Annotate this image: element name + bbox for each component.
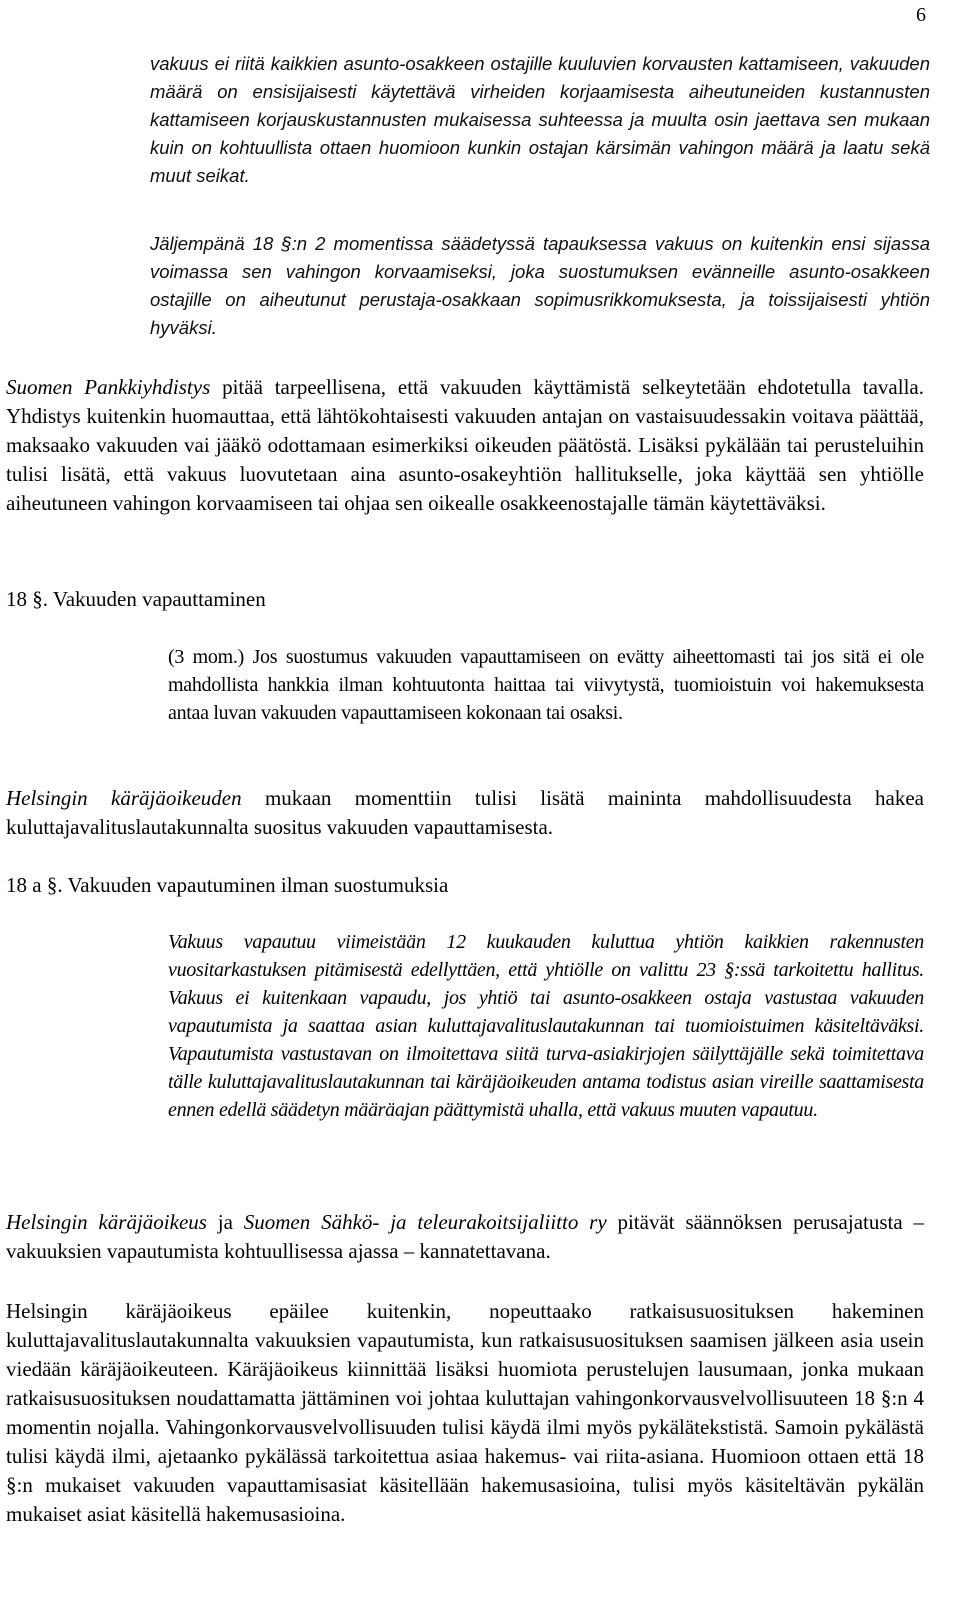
statement-text: pitävät säännöksen perusajatusta – vakuuksien vapautumista kohtuullisessa ajassa – kannatettavana. (6, 1210, 925, 1263)
statement-karajaoikeus-18 (6, 784, 924, 842)
organization-name: Suomen Sähkö- ja teleurakoitsijaliitto ry (243, 1210, 607, 1234)
quoted-law-text-1: vakuus ei riitä kaikkien asunto-osakkeen ostajille kuuluvien korvausten kattamiseen, vakuuden määrä on ensisijaisesti käytettävä virheiden korjaamisesta aiheutuneiden kustannusten kattamiseen korjauskustannusten mukaisessa suhteessa ja muulta osin jaettava sen mukaan kuin on kohtuullista ottaen huomioon kunkin ostajan kärsimän vahingon määrä ja laatu sekä muut seikat. (150, 53, 930, 186)
statement-karajaoikeus-details: Helsingin käräjäoikeus epäilee kuitenkin, nopeuttaako ratkaisusuosituksen hakeminen kuluttajavalituslautakunnalta vakuuksien vapautumista, kun ratkaisusuosituksen saamisen jälkeen asia usein viedään käräjäoikeuteen. Käräjäoikeus kiinnittää lisäksi huomiota perustelujen lausumaan, jonka mukaan ratkaisusuosituksen noudattamatta jättäminen voi johtaa kuluttajan vahingonkorvausvelvollisuuteen 18 §:n 4 momentin nojalla. Vahingonkorvausvelvollisuuden tulisi käydä ilmi myös pykälätekstistä. Samoin pykälästä tulisi käydä ilmi, ajetaanko pykälässä tarkoitettua asiaa hakemus- vai riita-asiana. Huomioon ottaen että 18 §:n mukaiset vakuuden vapauttamisasiat käsitellään hakemusasioina, tulisi myös käsiteltävän pykälän mukaiset asiat käsitellä hakemusasioina. (6, 1299, 924, 1526)
statement-text: mukaan momenttiin tulisi lisätä maininta mahdollisuudesta hakea kuluttajavalituslautakunnalta suositus vakuuden vapauttamisesta. (6, 786, 924, 839)
section-heading-18a: 18 a §. Vakuuden vapautuminen ilman suostumuksia (6, 873, 449, 897)
statement-pankkiyhdistys (6, 373, 924, 518)
statement-text: pitää tarpeellisena, että vakuuden käyttämistä selkeytetään ehdotetulla tavalla. Yhdistys kuitenkin huomauttaa, että lähtökohtaisesti vakuuden antajan on vastaisuudessakin voitava päättää, maksaako vakuuden vai jääkö odottamaan esimerkiksi oikeuden päätöstä. Lisäksi pykälään tai perusteluihin tulisi lisätä, että vakuus luovutetaan aina asunto-osakeyhtiön hallitukselle, joka käyttää sen yhtiölle aiheutuneen vahingon korvaamiseen tai ohjaa sen oikealle osakkeenostajalle tämän käytettäväksi. (6, 375, 924, 515)
page-number: 6 (916, 4, 926, 26)
organization-name: Suomen Pankkiyhdistys (6, 375, 211, 399)
section-heading-18: 18 §. Vakuuden vapauttaminen (6, 587, 266, 611)
quoted-law-text-18a: Vakuus vapautuu viimeistään 12 kuukauden kuluttua yhtiön kaikkien rakennusten vuositarkastuksen pitämisestä edellyttäen, että yhtiölle on valittu 23 §:ssä tarkoitettu hallitus. Vakuus ei kuitenkaan vapaudu, jos yhtiö tai asunto-osakkeen ostaja vastustaa vakuuden vapautumista ja saattaa asian kuluttajavalituslautakunnan tai tuomioistuimen käsiteltäväksi. Vapautumista vastustavan on ilmoitettava siitä turva-asiakirjojen säilyttäjälle sekä toimitettava tälle kuluttajavalituslautakunnan tai käräjäoikeuden antama todistus asian vireille saattamisesta ennen edellä säädetyn määräajan päättymistä uhalla, että vakuus muuten vapautuu. (168, 931, 924, 1121)
statement-karajaoikeus-sahko: Helsingin käräjäoikeus ja Suomen Sähkö- ja teleurakoitsijaliitto ry pitävät säännöksen perusajatusta – vakuuksien vapautumista kohtuullisessa ajassa – kannatettavana. (6, 1210, 925, 1263)
organization-name: Helsingin käräjäoikeuden (6, 786, 242, 810)
quoted-law-text-2: Jäljempänä 18 §:n 2 momentissa säädetyssä tapauksessa vakuus on kuitenkin ensi sijassa voimassa sen vahingon korvaamiseksi, joka suostumuksen evänneille asunto-osakkeen ostajille on aiheutunut perustaja-osakkaan sopimusrikkomuksesta, ja toissijaisesti yhtiön hyväksi. (150, 233, 930, 338)
quoted-law-text-18: (3 mom.) Jos suostumus vakuuden vapauttamiseen on evätty aiheettomasti tai jos sitä ei ole mahdollista hankkia ilman kohtuutonta haittaa tai viivytystä, tuomioistuin voi hakemuksesta antaa luvan vakuuden vapauttamiseen kokonaan tai osaksi. (168, 646, 924, 724)
organization-name: Helsingin käräjäoikeus (6, 1210, 207, 1234)
